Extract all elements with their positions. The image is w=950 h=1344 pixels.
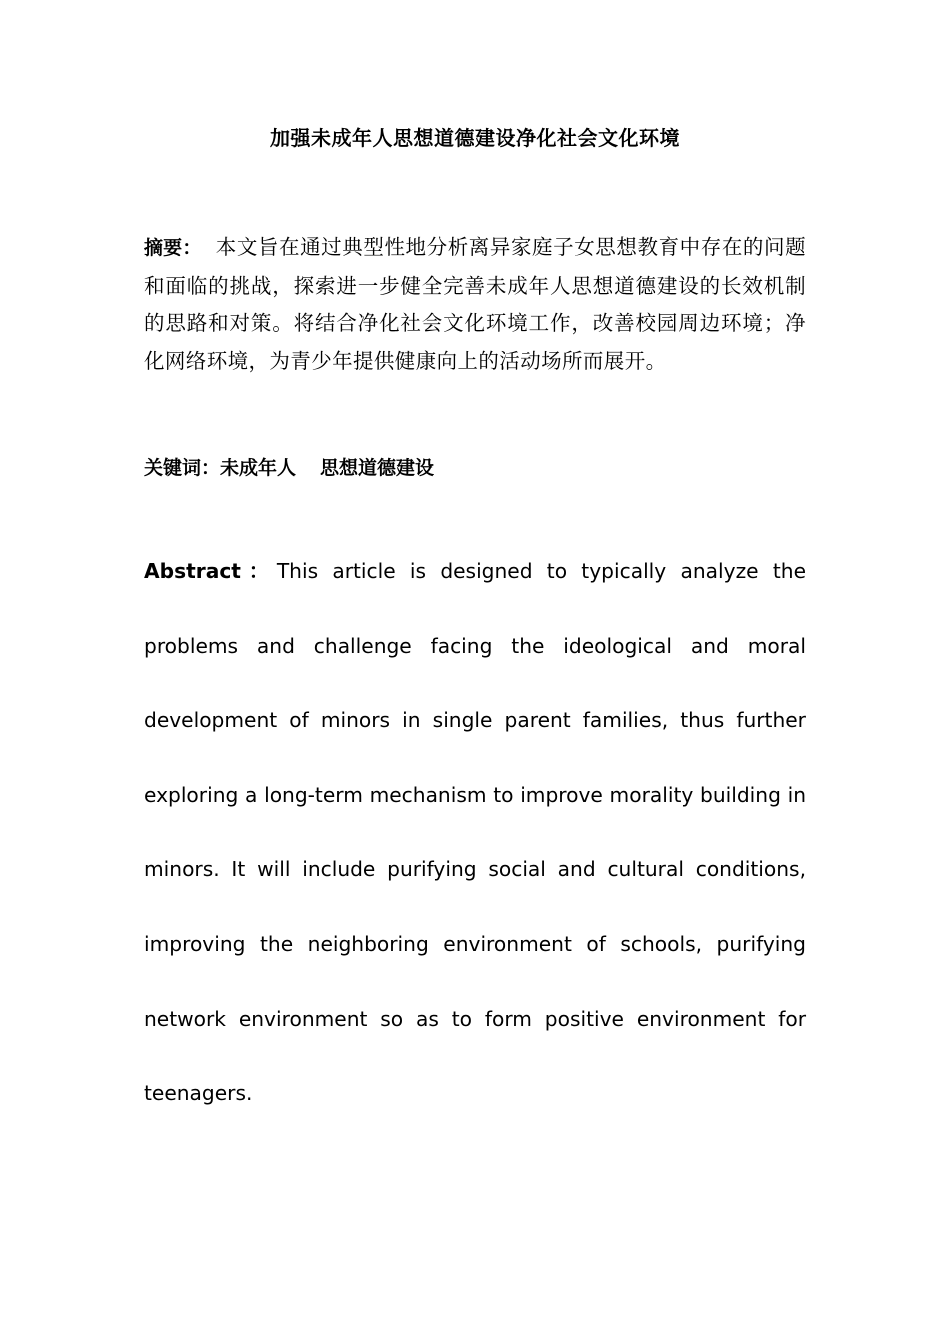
- english-abstract: [144, 534, 806, 1131]
- chinese-abstract-text: 本文旨在通过典型性地分析离异家庭子女思想教育中存在的问题和面临的挑战，探索进一步健全完善未成年人思想道德建设的长效机制的思路和对策。将结合净化社会文化环境工作，改善校园周边环境；净化网络环境，为青少年提供健康向上的活动场所而展开。: [144, 235, 806, 373]
- keywords: [144, 453, 806, 483]
- english-abstract-label: Abstract: [144, 559, 241, 583]
- keyword-item: 思想道德建设: [320, 457, 435, 479]
- chinese-abstract-label: 摘要：: [144, 237, 202, 259]
- english-abstract-colon: ：: [240, 559, 277, 583]
- english-abstract-text: This article is designed to typically analyze the problems and challenge facing the ideological and moral development of minors in single parent families, thus further exploring a long-term mechanism to improve morality building in minors. It will include purifying social and cultural conditions, improving the neighboring environment of schools, purifying network environment so as to form positive environment for teenagers.: [144, 559, 806, 1106]
- keyword-item: 未成年人: [220, 457, 297, 479]
- document-title: 加强未成年人思想道德建设净化社会文化环境: [270, 126, 680, 150]
- keywords-label: 关键词：: [144, 457, 221, 479]
- chinese-abstract: [144, 229, 806, 380]
